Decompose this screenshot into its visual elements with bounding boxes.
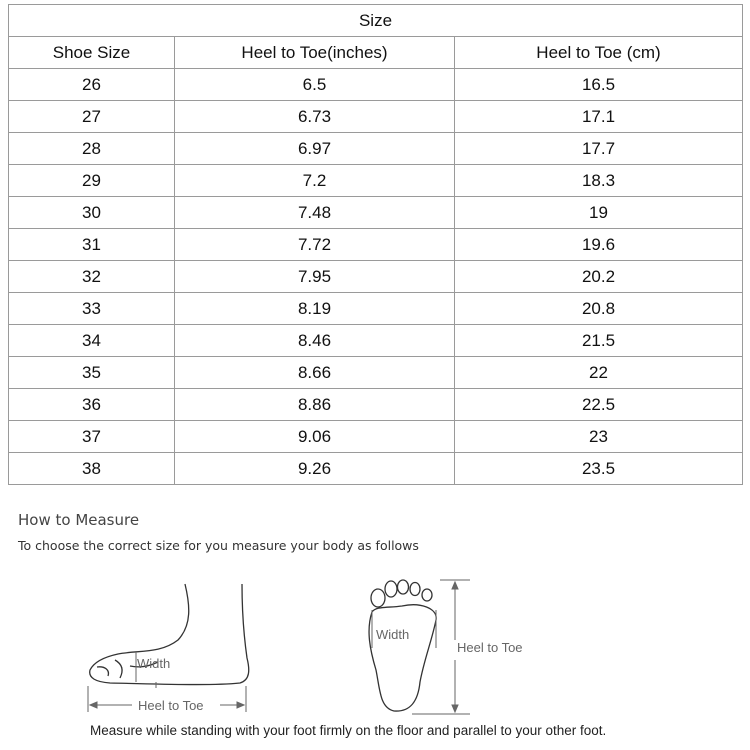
cell-cm: 19.6 bbox=[455, 229, 743, 261]
foot-measure-diagram bbox=[0, 570, 750, 720]
cell-inches: 8.46 bbox=[175, 325, 455, 357]
table-row bbox=[9, 165, 743, 197]
size-chart-table bbox=[8, 4, 743, 485]
cell-cm: 16.5 bbox=[455, 69, 743, 101]
cell-shoe-size: 34 bbox=[9, 325, 175, 357]
cell-cm: 18.3 bbox=[455, 165, 743, 197]
sole-view-foot-icon bbox=[369, 580, 436, 711]
cell-inches: 8.19 bbox=[175, 293, 455, 325]
table-row bbox=[9, 69, 743, 101]
cell-shoe-size: 30 bbox=[9, 197, 175, 229]
table-row bbox=[9, 389, 743, 421]
cell-shoe-size: 36 bbox=[9, 389, 175, 421]
cell-shoe-size: 38 bbox=[9, 453, 175, 485]
cell-shoe-size: 35 bbox=[9, 357, 175, 389]
cell-cm: 19 bbox=[455, 197, 743, 229]
cell-cm: 23 bbox=[455, 421, 743, 453]
table-row bbox=[9, 133, 743, 165]
cell-shoe-size: 26 bbox=[9, 69, 175, 101]
cell-cm: 21.5 bbox=[455, 325, 743, 357]
side-heel-to-toe-label: Heel to Toe bbox=[138, 698, 204, 713]
column-header-inches: Heel to Toe(inches) bbox=[175, 37, 455, 69]
table-title: Size bbox=[9, 5, 743, 37]
cell-inches: 6.73 bbox=[175, 101, 455, 133]
table-row bbox=[9, 293, 743, 325]
cell-inches: 8.86 bbox=[175, 389, 455, 421]
table-row bbox=[9, 453, 743, 485]
side-width-label: Width bbox=[137, 656, 171, 671]
cell-shoe-size: 31 bbox=[9, 229, 175, 261]
how-to-measure-subtitle: To choose the correct size for you measure your body as follows bbox=[18, 538, 419, 553]
cell-shoe-size: 33 bbox=[9, 293, 175, 325]
cell-shoe-size: 37 bbox=[9, 421, 175, 453]
cell-inches: 7.95 bbox=[175, 261, 455, 293]
cell-inches: 6.5 bbox=[175, 69, 455, 101]
cell-inches: 9.06 bbox=[175, 421, 455, 453]
cell-cm: 20.2 bbox=[455, 261, 743, 293]
table-title-row bbox=[9, 5, 743, 37]
cell-cm: 22.5 bbox=[455, 389, 743, 421]
cell-shoe-size: 32 bbox=[9, 261, 175, 293]
table-row bbox=[9, 325, 743, 357]
cell-cm: 22 bbox=[455, 357, 743, 389]
table-row bbox=[9, 229, 743, 261]
cell-inches: 7.2 bbox=[175, 165, 455, 197]
cell-inches: 7.72 bbox=[175, 229, 455, 261]
cell-shoe-size: 29 bbox=[9, 165, 175, 197]
sole-width-marker bbox=[372, 580, 470, 714]
cell-shoe-size: 27 bbox=[9, 101, 175, 133]
table-row bbox=[9, 101, 743, 133]
table-row bbox=[9, 357, 743, 389]
cell-inches: 9.26 bbox=[175, 453, 455, 485]
cell-cm: 17.1 bbox=[455, 101, 743, 133]
table-header-row bbox=[9, 37, 743, 69]
measure-instruction-note: Measure while standing with your foot firmly on the floor and parallel to your other foot. bbox=[90, 723, 607, 738]
cell-inches: 6.97 bbox=[175, 133, 455, 165]
cell-cm: 17.7 bbox=[455, 133, 743, 165]
how-to-measure-title: How to Measure bbox=[18, 511, 140, 529]
table-row bbox=[9, 197, 743, 229]
column-header-cm: Heel to Toe (cm) bbox=[455, 37, 743, 69]
cell-cm: 23.5 bbox=[455, 453, 743, 485]
cell-shoe-size: 28 bbox=[9, 133, 175, 165]
cell-inches: 8.66 bbox=[175, 357, 455, 389]
table-row bbox=[9, 261, 743, 293]
cell-inches: 7.48 bbox=[175, 197, 455, 229]
sole-width-label: Width bbox=[376, 627, 410, 642]
column-header-shoe-size: Shoe Size bbox=[9, 37, 175, 69]
sole-heel-to-toe-label: Heel to Toe bbox=[457, 640, 523, 655]
cell-cm: 20.8 bbox=[455, 293, 743, 325]
table-row bbox=[9, 421, 743, 453]
